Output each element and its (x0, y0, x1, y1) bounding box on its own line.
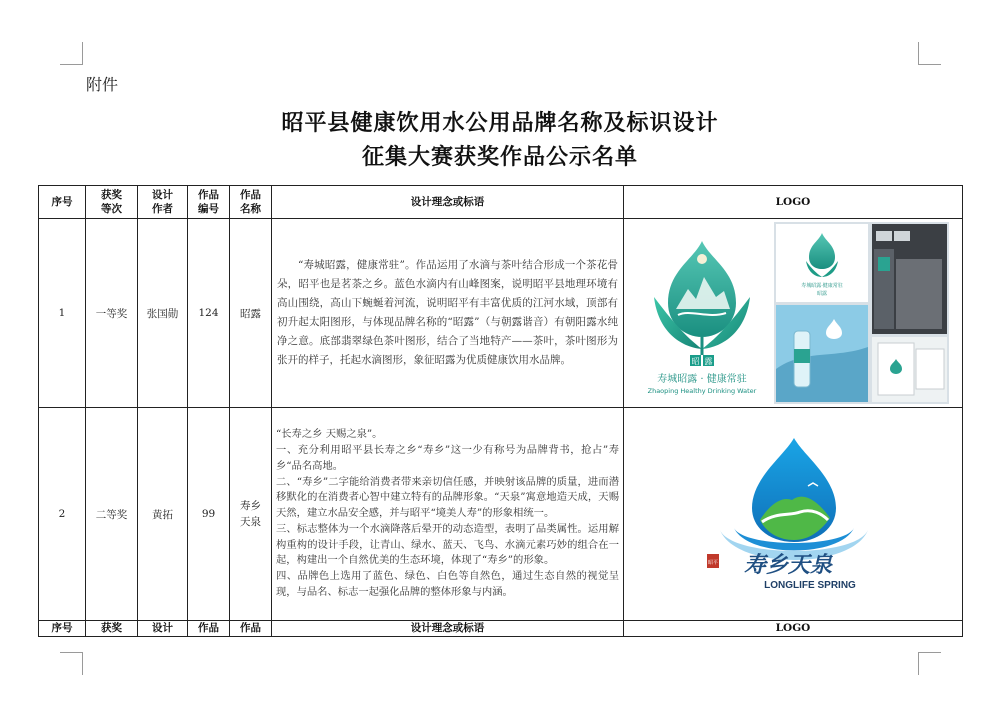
col-header-logo: LOGO (624, 186, 963, 219)
cell-logo (624, 219, 963, 408)
logo-brand: 寿乡天泉 (743, 553, 833, 578)
cell-logo (624, 408, 963, 621)
col-header-number: 作品 编号 (188, 186, 230, 219)
cell-concept (272, 408, 624, 621)
table-row (39, 408, 963, 621)
attachment-label: 附件 (86, 75, 119, 94)
crop-mark-top-left (60, 42, 83, 65)
table-row (39, 219, 963, 408)
cell-concept (272, 219, 624, 408)
water-drop-emblem (720, 438, 868, 560)
page-title-line1: 昭平县健康饮用水公用品牌名称及标识设计 (281, 110, 719, 136)
cell-designer: 黄拓 (138, 408, 188, 621)
page-title-line2: 征集大赛获奖作品公示名单 (361, 144, 638, 170)
foot-logo: LOGO (624, 621, 963, 637)
table-footer-row (39, 621, 963, 637)
cell-number: 124 (188, 219, 230, 408)
foot-number: 作品 (188, 621, 230, 637)
shouxiang-logo-artwork (624, 408, 963, 620)
col-header-name: 作品 名称 (230, 186, 272, 219)
cell-index: 2 (39, 408, 86, 621)
cell-number: 99 (188, 408, 230, 621)
concept-text: “寿城昭露，健康常驻”。作品运用了水滴与茶叶结合形成一个茶花骨朵，昭平也是茗茶之乡。蓝色水滴内有山峰图案，说明昭平县地理环境有高山围绕，高山下蜿蜒着河流，说明昭平有丰富优质的江河水域，顶部有初升起太阳图形，与体现品牌名称的“昭露”（与朝露谐音）有朝阳露水纯净之意。底部翡翠绿色茶叶图形，结合了当地特产——茶叶，茶叶图形为张开的样子，托起水滴图形，象征昭露为优质健康饮用水品牌。 (277, 259, 618, 366)
crop-mark-top-right (918, 42, 941, 65)
col-header-concept: 设计理念或标语 (272, 186, 624, 219)
crop-mark-bottom-right (918, 652, 941, 675)
col-header-index: 序号 (39, 186, 86, 219)
logo-slogan: 寿城昭露 · 健康常驻 (657, 374, 747, 385)
cell-name: 寿乡 天泉 (230, 408, 272, 621)
brand-mockup-collage (774, 222, 949, 404)
logo-english: Zhaoping Healthy Drinking Water (647, 387, 757, 395)
foot-index: 序号 (39, 621, 86, 637)
foot-name: 作品 (230, 621, 272, 637)
foot-award: 获奖 (86, 621, 138, 637)
zhaolu-emblem (654, 241, 750, 366)
seal-text: 昭平 (707, 560, 719, 566)
table-header-row (39, 186, 963, 219)
col-header-award: 获奖 等次 (86, 186, 138, 219)
award-table (38, 185, 963, 637)
logo-char-1: 昭 (691, 357, 700, 366)
concept-text: “长寿之乡 天赐之泉”。 一、充分利用昭平县长寿之乡“寿乡”这一少有称号为品牌背书，抢占”寿乡“品名高地。 二、“寿乡”二字能给消费者带来亲切信任感，并映射该品牌的质量，进而潜移默化的在消费者心智中建立特有的品牌形象。“天泉”寓意地造天成，天赐天然，建立水品安全感，并与昭平“境美人寿”的形象相统一。 三、标志整体为一个水滴降落后晕开的动态造型，表明了品类属性。运用解构重构的设计手段，让青山、绿水、蓝天、飞鸟、水滴元素巧妙的组合在一起，构建出一个自然优美的生态环境，体现了“寿乡”的形象。 四、品牌色上选用了蓝色、绿色、白色等自然色，通过生态自然的视觉呈现，与品名、标志一起强化品牌的整体形象与内涵。 (276, 428, 619, 599)
mock-slogan: 寿城昭露·健康常驻 (801, 283, 843, 289)
cell-name: 昭露 (230, 219, 272, 408)
cell-index: 1 (39, 219, 86, 408)
logo-english: LONGLIFE SPRING (764, 580, 856, 591)
crop-mark-bottom-left (60, 652, 83, 675)
foot-concept: 设计理念或标语 (272, 621, 624, 637)
mock-brand: 昭露 (816, 291, 828, 297)
zhaolu-logo-artwork (624, 219, 963, 407)
logo-char-2: 露 (704, 357, 713, 366)
cell-designer: 张国勋 (138, 219, 188, 408)
foot-designer: 设计 (138, 621, 188, 637)
col-header-designer: 设计 作者 (138, 186, 188, 219)
cell-award: 二等奖 (86, 408, 138, 621)
cell-award: 一等奖 (86, 219, 138, 408)
